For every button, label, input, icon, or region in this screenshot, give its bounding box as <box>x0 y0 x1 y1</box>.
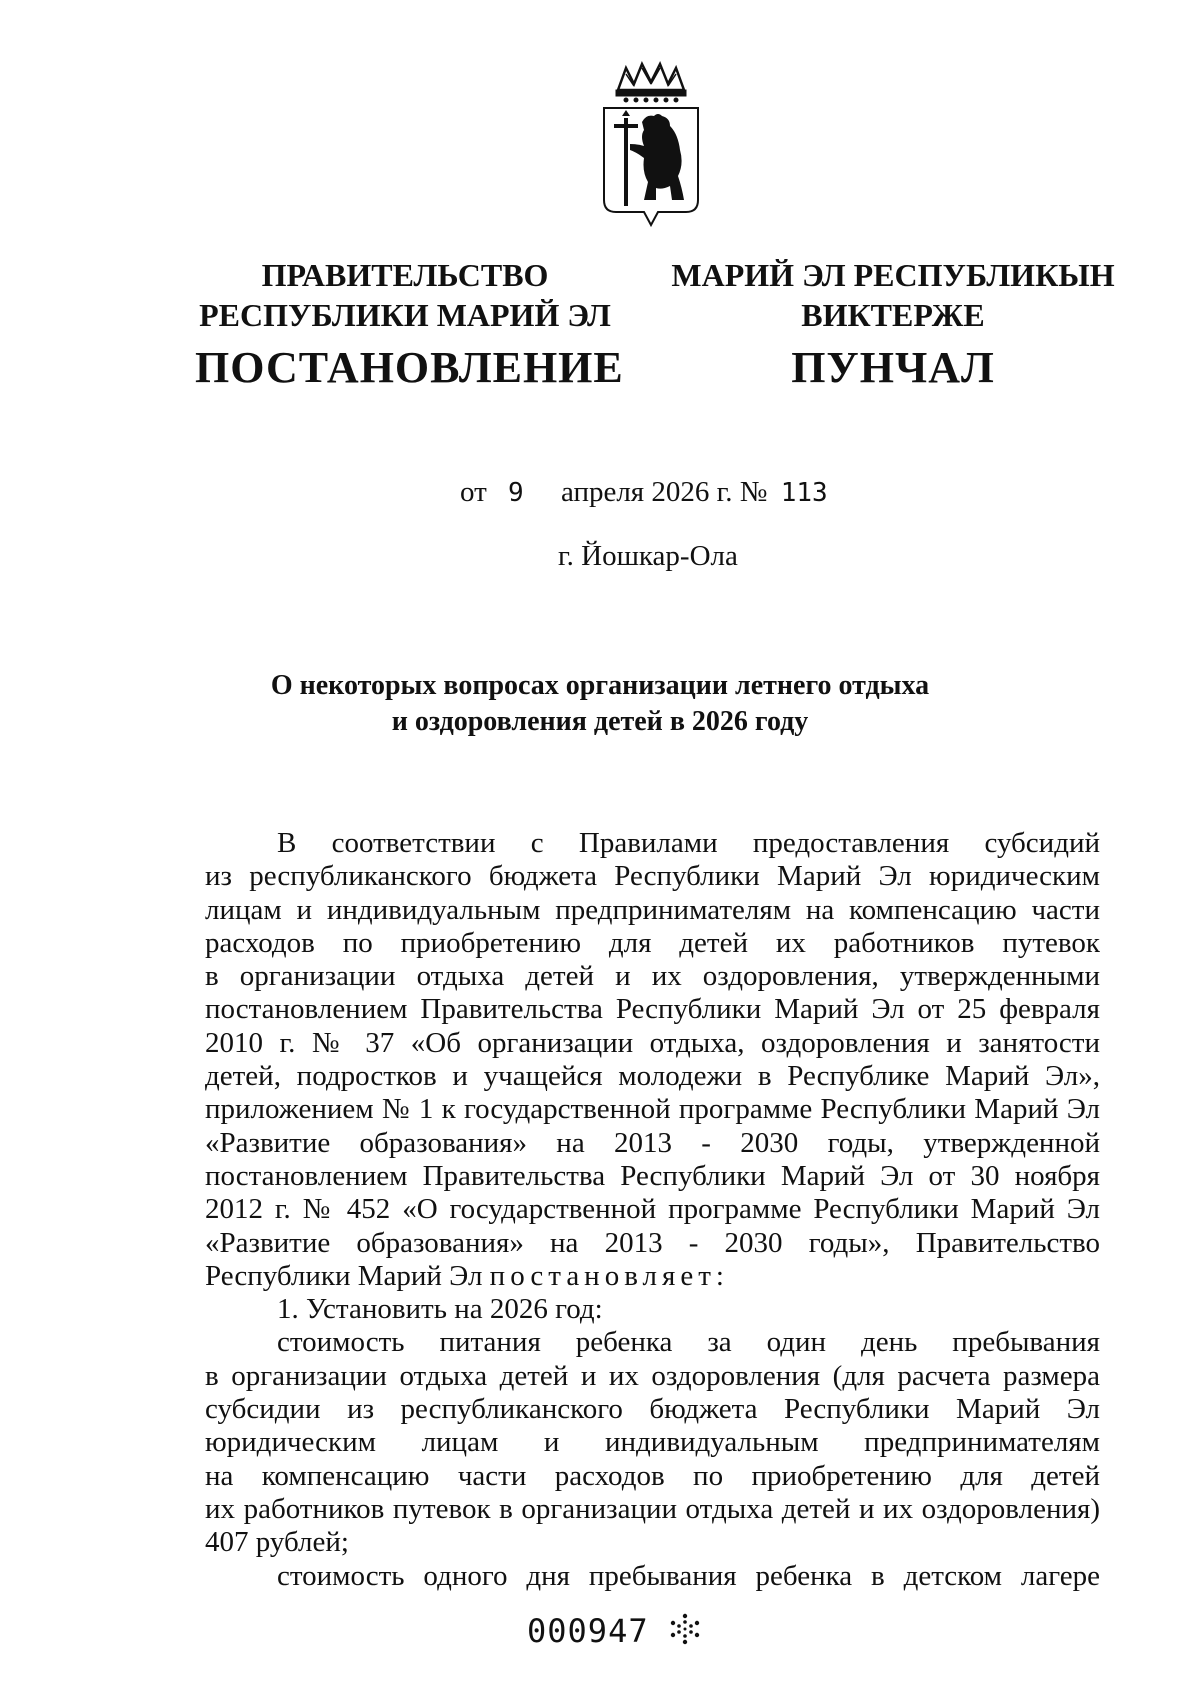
header-line: ВИКТЕРЖЕ <box>801 297 985 333</box>
date-month-year: апреля 2026 г. № <box>560 476 768 508</box>
body-line: стоимость питания ребенка за один день пребывания <box>277 1326 1100 1359</box>
body-line: расходов по приобретению для детей их работников путевок <box>205 926 1100 959</box>
body-line: юридическим лицам и индивидуальным предпринимателям <box>205 1426 1100 1459</box>
body-line-part: Республики Марий Эл <box>205 1259 483 1292</box>
body-line: «Развитие образования» на 2013 - 2030 годы, утвержденной <box>205 1126 1100 1159</box>
date-prefix: от <box>460 476 487 508</box>
body-line: 2012 г. № 452 «О государственной программе Республики Марий Эл <box>205 1193 1100 1226</box>
body-line: 1. Установить на 2026 год: <box>277 1293 603 1326</box>
date-line <box>460 476 828 509</box>
header-line: ПРАВИТЕЛЬСТВО <box>261 257 549 293</box>
body-line: приложением № 1 к государственной программе Республики Марий Эл <box>205 1093 1100 1126</box>
body-line: их работников путевок в организации отдыха детей и их оздоровления) <box>205 1492 1100 1525</box>
form-serial-number: 000947 <box>527 1612 649 1650</box>
document-type-title: ПОСТАНОВЛЕНИЕ <box>195 343 624 392</box>
resolves-word: постановляет: <box>489 1259 729 1292</box>
header-line: РЕСПУБЛИКИ МАРИЙ ЭЛ <box>199 297 611 333</box>
body-line: 407 рублей; <box>205 1526 349 1559</box>
body-line: в организации отдыха детей и их оздоровления (для расчета размера <box>205 1359 1100 1392</box>
government-header-mari <box>668 255 1118 393</box>
body-line <box>205 1260 1100 1293</box>
document-number: 113 <box>780 478 828 508</box>
document-body <box>205 827 1100 1593</box>
body-line: лицам и индивидуальным предпринимателям на компенсацию части <box>205 893 1100 926</box>
body-line: в организации отдыха детей и их оздоровления, утвержденными <box>205 960 1100 993</box>
date-day: 9 <box>508 478 524 508</box>
subject-line: и оздоровления детей в 2026 году <box>391 706 809 737</box>
body-line: стоимость одного дня пребывания ребенка в детском лагере <box>277 1559 1100 1592</box>
city: г. Йошкар-Ола <box>558 540 738 572</box>
document-type-title: ПУНЧАЛ <box>791 343 995 392</box>
document-subject <box>200 668 1000 740</box>
coat-of-arms-bear-icon <box>596 60 706 230</box>
body-line: из республиканского бюджета Республики Марий Эл юридическим <box>205 860 1100 893</box>
body-line: субсидии из республиканского бюджета Республики Марий Эл <box>205 1393 1100 1426</box>
snowflake-star-icon <box>668 1612 702 1646</box>
body-line: В соответствии с Правилами предоставления субсидий <box>277 827 1100 859</box>
body-line: «Развитие образования» на 2013 - 2030 годы», Правительство <box>205 1226 1100 1259</box>
header-line: МАРИЙ ЭЛ РЕСПУБЛИКЫН <box>671 257 1115 293</box>
body-line: постановлением Правительства Республики Марий Эл от 30 ноября <box>205 1159 1100 1192</box>
government-header-ru <box>195 255 624 393</box>
body-line: постановлением Правительства Республики Марий Эл от 25 февраля <box>205 993 1100 1026</box>
body-line: детей, подростков и учащейся молодежи в Республике Марий Эл», <box>205 1060 1100 1093</box>
body-line: 2010 г. № 37 «Об организации отдыха, оздоровления и занятости <box>205 1026 1100 1059</box>
body-line: на компенсацию части расходов по приобретению для детей <box>205 1459 1100 1492</box>
subject-line: О некоторых вопросах организации летнего отдыха <box>270 670 930 701</box>
